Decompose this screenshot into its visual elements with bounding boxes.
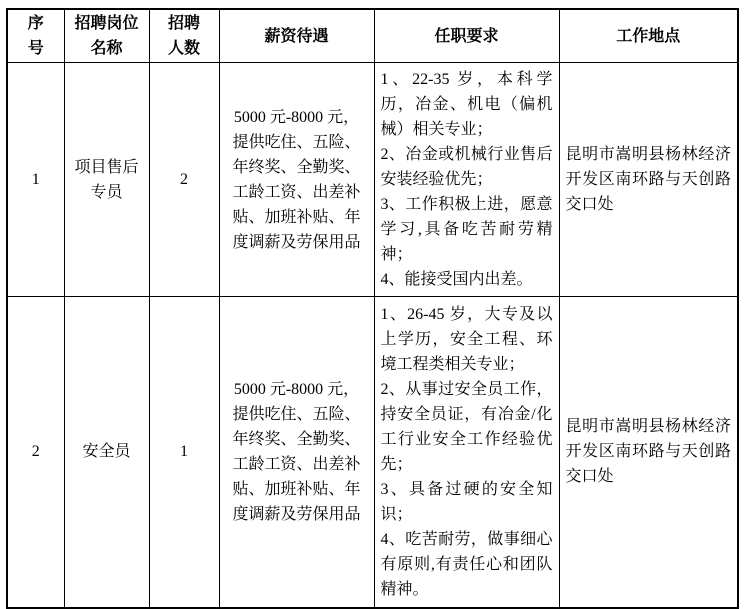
requirement-item: 3、工作积极上进，愿意学习,具备吃苦耐劳精神； bbox=[380, 196, 553, 263]
requirement-item: 3、具备过硬的安全知识； bbox=[380, 480, 553, 523]
salary-cell: 5000 元-8000 元，提供吃住、五险、年终奖、全勤奖、工龄工资、出差补贴、加班补贴、年度调薪及劳保用品 bbox=[219, 63, 374, 297]
recruitment-table bbox=[6, 8, 739, 609]
salary-cell: 5000 元-8000 元，提供吃住、五险、年终奖、全勤奖、工龄工资、出差补贴、加班补贴、年度调薪及劳保用品 bbox=[219, 297, 374, 608]
index-cell: 2 bbox=[7, 297, 64, 608]
table-row-1 bbox=[7, 63, 738, 297]
location-cell: 昆明市嵩明县杨林经济开发区南环路与天创路交口处 bbox=[559, 297, 738, 608]
header-line: 人数 bbox=[167, 40, 200, 57]
header-cell-position-name bbox=[64, 9, 149, 63]
requirement-item: 4、吃苦耐劳，做事细心有原则,有责任心和团队精神。 bbox=[380, 530, 553, 598]
requirement-item: 2、从事过安全员工作，持安全员证，有冶金/化工行业安全工作经验优先； bbox=[380, 380, 553, 473]
header-line: 号 bbox=[27, 40, 44, 57]
header-line: 任职要求 bbox=[434, 27, 499, 45]
header-line: 序 bbox=[27, 15, 44, 32]
header-cell-salary bbox=[219, 9, 374, 63]
header-line: 工作地点 bbox=[616, 27, 681, 45]
header-cell-index bbox=[7, 9, 64, 63]
header-cell-headcount bbox=[149, 9, 219, 63]
header-line: 名称 bbox=[90, 40, 123, 57]
headcount-cell: 1 bbox=[149, 297, 219, 608]
requirement-item: 4、能接受国内出差。 bbox=[380, 271, 533, 288]
header-cell-location bbox=[559, 9, 738, 63]
requirement-item: 2、冶金或机械行业售后安装经验优先； bbox=[380, 146, 553, 188]
headcount-cell: 2 bbox=[149, 63, 219, 297]
requirement-item: 1、22-35 岁，本科学历，冶金、机电（偏机械）相关专业； bbox=[380, 71, 553, 138]
table-header-row bbox=[7, 9, 738, 63]
requirements-cell bbox=[374, 297, 559, 608]
position-cell: 项目售后专员 bbox=[64, 63, 149, 297]
header-cell-requirements bbox=[374, 9, 559, 63]
location-cell: 昆明市嵩明县杨林经济开发区南环路与天创路交口处 bbox=[559, 63, 738, 297]
header-line: 招聘 bbox=[167, 15, 200, 32]
header-line: 招聘岗位 bbox=[74, 15, 139, 32]
table-row-2 bbox=[7, 297, 738, 608]
header-line: 薪资待遇 bbox=[264, 27, 329, 45]
requirements-cell bbox=[374, 63, 559, 297]
requirement-item: 1、26-45 岁，大专及以上学历，安全工程、环境工程类相关专业； bbox=[380, 305, 553, 373]
position-cell: 安全员 bbox=[64, 297, 149, 608]
index-cell: 1 bbox=[7, 63, 64, 297]
